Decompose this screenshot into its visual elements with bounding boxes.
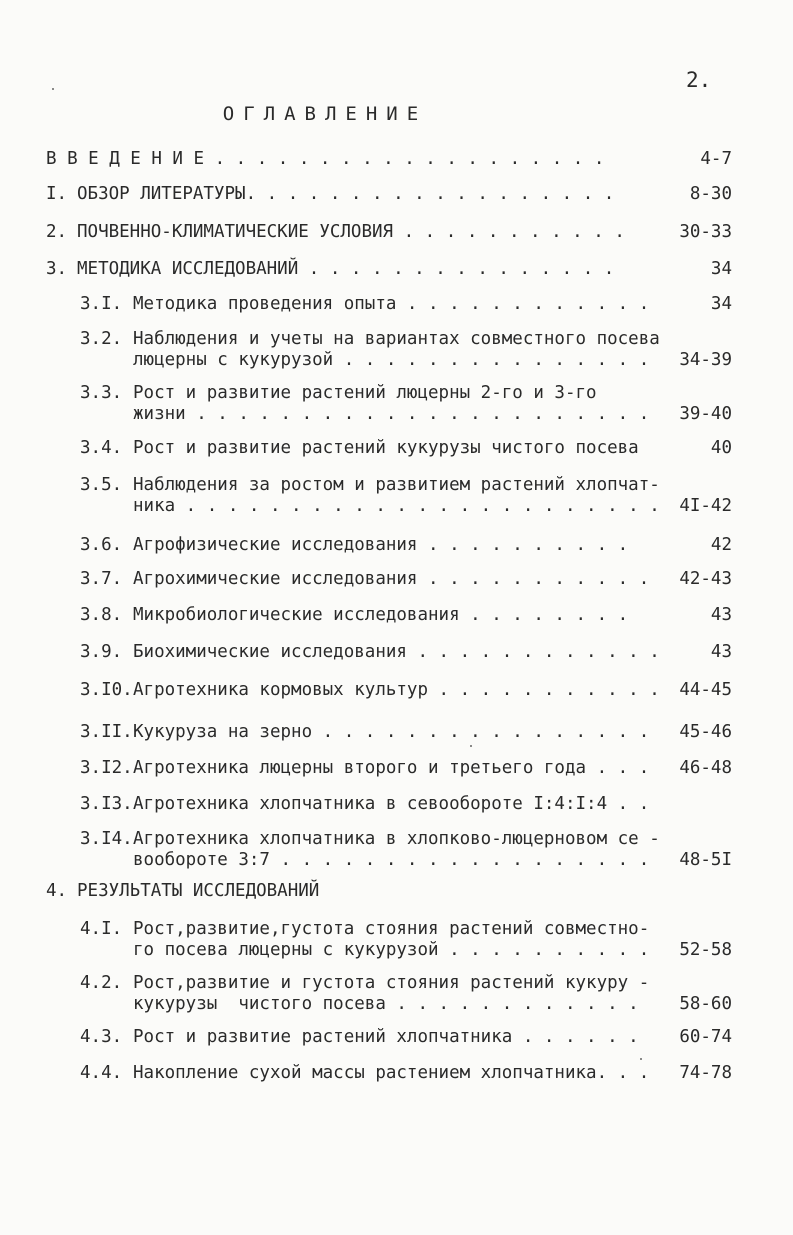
toc-entry-pages: 74-78 bbox=[679, 1063, 732, 1083]
toc-entry-number: I. bbox=[46, 184, 68, 204]
toc-entry-title: Наблюдения за ростом и развитием растений хлопчат- bbox=[133, 475, 660, 495]
toc-entry-title: Рост и развитие растений кукурузы чистого посева bbox=[133, 438, 639, 458]
toc-entry-number: 3.7. bbox=[80, 569, 123, 589]
toc-entry bbox=[0, 828, 732, 872]
toc-entry-pages: 42 bbox=[710, 535, 732, 555]
toc-entry-title: Кукуруза на зерно . . . . . . . . . . . . . . . . bbox=[133, 722, 650, 742]
toc-entry-pages: 4I-42 bbox=[679, 496, 732, 516]
toc-entry-title: Рост,развитие и густота стояния растений кукуру - bbox=[133, 973, 650, 993]
toc-entry-title: МЕТОДИКА ИССЛЕДОВАНИЙ . . . . . . . . . . . . . . . bbox=[77, 259, 615, 279]
toc-entry-pages: 44-45 bbox=[679, 680, 732, 700]
toc-entry-number: 4. bbox=[46, 881, 68, 901]
toc-entry-number: 3.I. bbox=[80, 294, 123, 314]
toc-entry-title: РЕЗУЛЬТАТЫ ИССЛЕДОВАНИЙ bbox=[77, 881, 320, 901]
toc-entry-number: 3.II. bbox=[80, 722, 133, 742]
toc-entry-title-continued: вообороте 3:7 . . . . . . . . . . . . . . . . . . bbox=[133, 850, 650, 870]
toc-entry bbox=[0, 604, 732, 626]
toc-entry-title: ПОЧВЕННО-КЛИМАТИЧЕСКИЕ УСЛОВИЯ . . . . . . . . . . . bbox=[77, 222, 625, 242]
toc-entry-title-continued: ника . . . . . . . . . . . . . . . . . . . . . . . bbox=[133, 496, 660, 516]
toc-entry bbox=[0, 258, 732, 280]
toc-entry-title: Агротехника хлопчатника в севообороте I:4:I:4 . . bbox=[133, 794, 650, 814]
toc-entry-title-continued: люцерны с кукурузой . . . . . . . . . . . . . . . bbox=[133, 350, 650, 370]
toc-entry-number: 4.4. bbox=[80, 1063, 123, 1083]
toc-entry bbox=[0, 679, 732, 701]
toc-entry-pages: 40 bbox=[710, 438, 732, 458]
toc-entry-title: Агротехника кормовых культур . . . . . . . . . . . bbox=[133, 680, 660, 700]
toc-entry bbox=[0, 148, 732, 170]
toc-entry bbox=[0, 1026, 732, 1048]
toc-entry-title: Методика проведения опыта . . . . . . . . . . . . bbox=[133, 294, 650, 314]
toc-entry bbox=[0, 721, 732, 743]
toc-entry bbox=[0, 293, 732, 315]
toc-entry-number: 3.4. bbox=[80, 438, 123, 458]
toc-entry bbox=[0, 880, 732, 902]
toc-entry-number: 3.I3. bbox=[80, 794, 133, 814]
toc-entry-number: 3.3. bbox=[80, 383, 123, 403]
toc-entry-number: 3.9. bbox=[80, 642, 123, 662]
toc-entry-title: Наблюдения и учеты на вариантах совместного посева bbox=[133, 329, 660, 349]
toc-entry bbox=[0, 793, 732, 815]
toc-entry-pages: 4-7 bbox=[700, 149, 732, 169]
toc-entry-title: Агротехника люцерны второго и третьего года . . . bbox=[133, 758, 650, 778]
toc-entry-number: 3.8. bbox=[80, 605, 123, 625]
toc-entry-number: 4.3. bbox=[80, 1027, 123, 1047]
toc-entry-title: Рост,развитие,густота стояния растений совместно- bbox=[133, 919, 650, 939]
toc-entry-pages: 30-33 bbox=[679, 222, 732, 242]
toc-entry-title: Рост и развитие растений люцерны 2-го и 3-го bbox=[133, 383, 597, 403]
toc-entry bbox=[0, 328, 732, 372]
toc-entry bbox=[0, 641, 732, 663]
toc-entry-number: 3.I0. bbox=[80, 680, 133, 700]
toc-entry-pages: 60-74 bbox=[679, 1027, 732, 1047]
toc-entry-number: 4.2. bbox=[80, 973, 123, 993]
toc-entry-number: 2. bbox=[46, 222, 68, 242]
toc-entry bbox=[0, 474, 732, 518]
toc-entry-number: 3.I4. bbox=[80, 829, 133, 849]
toc-entry-title: В В Е Д Е Н И Е . . . . . . . . . . . . . . . . . . . bbox=[46, 149, 605, 169]
scan-speck bbox=[52, 88, 54, 90]
toc-entry-title: ОБЗОР ЛИТЕРАТУРЫ. . . . . . . . . . . . . . . . . . bbox=[77, 184, 615, 204]
toc-entry-title-continued: го посева люцерны с кукурузой . . . . . . . . . . bbox=[133, 940, 650, 960]
toc-entry bbox=[0, 1062, 732, 1084]
toc-entry-pages: 8-30 bbox=[689, 184, 732, 204]
toc-entry-title: Микробиологические исследования . . . . . . . . bbox=[133, 605, 629, 625]
toc-entry-pages: 34 bbox=[710, 259, 732, 279]
toc-entry-number: 3.6. bbox=[80, 535, 123, 555]
toc-entry bbox=[0, 757, 732, 779]
toc-entry-title: Агротехника хлопчатника в хлопково-люцерновом се - bbox=[133, 829, 660, 849]
toc-entry bbox=[0, 972, 732, 1016]
toc-entry-pages: 42-43 bbox=[679, 569, 732, 589]
toc-entry-title: Накопление сухой массы растением хлопчатника. . . bbox=[133, 1063, 650, 1083]
toc-entry-title: Биохимические исследования . . . . . . . . . . . . bbox=[133, 642, 660, 662]
toc-entry bbox=[0, 918, 732, 962]
toc-entry bbox=[0, 221, 732, 243]
toc-entry bbox=[0, 382, 732, 426]
toc-entry-pages: 34 bbox=[710, 294, 732, 314]
toc-entry-pages: 34-39 bbox=[679, 350, 732, 370]
toc-entry-number: 4.I. bbox=[80, 919, 123, 939]
toc-entry-number: 3.5. bbox=[80, 475, 123, 495]
toc-entry-title: Агрохимические исследования . . . . . . . . . . . bbox=[133, 569, 650, 589]
toc-entry-number: 3.I2. bbox=[80, 758, 133, 778]
toc-entry-pages: 48-5I bbox=[679, 850, 732, 870]
toc-entry-title-continued: кукурузы чистого посева . . . . . . . . . . . . bbox=[133, 994, 639, 1014]
toc-entry-pages: 45-46 bbox=[679, 722, 732, 742]
toc-entry bbox=[0, 568, 732, 590]
scan-speck bbox=[470, 745, 472, 747]
page-title: ОГЛАВЛЕНИЕ bbox=[222, 103, 428, 125]
page-number: 2. bbox=[686, 68, 712, 92]
toc-entry bbox=[0, 183, 732, 205]
toc-entry-pages: 58-60 bbox=[679, 994, 732, 1014]
toc-entry-number: 3.2. bbox=[80, 329, 123, 349]
toc-entry-pages: 43 bbox=[710, 642, 732, 662]
toc-entry bbox=[0, 534, 732, 556]
toc-entry-title-continued: жизни . . . . . . . . . . . . . . . . . . . . . . bbox=[133, 404, 650, 424]
toc-entry bbox=[0, 437, 732, 459]
toc-entry-title: Агрофизические исследования . . . . . . . . . . bbox=[133, 535, 629, 555]
toc-entry-pages: 46-48 bbox=[679, 758, 732, 778]
toc-entry-pages: 43 bbox=[710, 605, 732, 625]
toc-entry-number: 3. bbox=[46, 259, 68, 279]
scan-speck bbox=[640, 1058, 642, 1060]
toc-entry-pages: 52-58 bbox=[679, 940, 732, 960]
toc-entry-pages: 39-40 bbox=[679, 404, 732, 424]
toc-entry-title: Рост и развитие растений хлопчатника . . . . . . bbox=[133, 1027, 639, 1047]
